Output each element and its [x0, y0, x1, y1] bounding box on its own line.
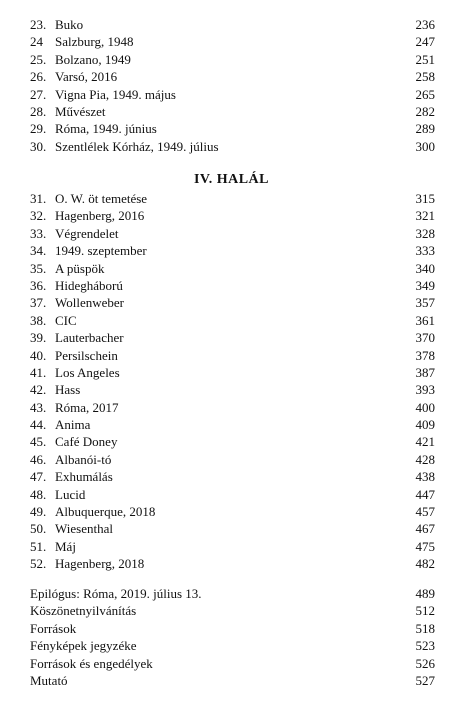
- chapter-number: 40.: [30, 347, 47, 363]
- back-matter-entry: [30, 672, 435, 689]
- chapter-title: Szentlélek Kórház, 1949. július: [55, 138, 219, 154]
- chapter-number: 37.: [30, 295, 47, 311]
- toc-entry: [30, 364, 435, 381]
- back-matter-title: Köszönetnyilvánítás: [30, 603, 137, 619]
- chapter-title: Róma, 1949. június: [55, 121, 157, 137]
- toc-entry: [30, 207, 435, 224]
- back-matter-entry: [30, 585, 435, 602]
- toc-entry: [30, 225, 435, 242]
- page-number: 340: [415, 260, 435, 276]
- page-number: 393: [415, 382, 435, 398]
- toc-entry: [30, 86, 435, 103]
- chapter-number: 34.: [30, 243, 47, 259]
- toc-entry: [30, 277, 435, 294]
- chapter-number: 23.: [30, 17, 47, 32]
- back-matter-title: Források és engedélyek: [30, 655, 153, 671]
- back-matter-title: Fényképek jegyzéke: [30, 638, 137, 654]
- chapter-number: 42.: [30, 382, 47, 398]
- chapter-number: 36.: [30, 277, 47, 293]
- page-number: 457: [415, 504, 435, 520]
- chapter-title: CIC: [55, 312, 77, 328]
- chapter-title: Hagenberg, 2018: [55, 556, 145, 572]
- page-number: 400: [415, 399, 435, 415]
- page-number: 315: [415, 191, 435, 206]
- chapter-title: Exhumálás: [55, 469, 113, 485]
- toc-entry: [30, 312, 435, 329]
- chapter-title: Lucid: [55, 486, 86, 502]
- toc-entry: [30, 103, 435, 120]
- back-matter-entry: [30, 620, 435, 637]
- toc-entry: [30, 242, 435, 259]
- chapter-title: Máj: [55, 538, 76, 554]
- chapter-number: 27.: [30, 86, 47, 102]
- chapter-number: 28.: [30, 103, 47, 119]
- page-number: 438: [415, 469, 435, 485]
- chapter-title: Wollenweber: [55, 295, 124, 311]
- toc-entry: [30, 294, 435, 311]
- chapter-title: Persilschein: [55, 347, 118, 363]
- page-number: 489: [415, 586, 435, 601]
- page-number: 518: [415, 620, 435, 636]
- chapter-number: 25.: [30, 51, 47, 67]
- toc-entry: [30, 381, 435, 398]
- page-number: 475: [415, 538, 435, 554]
- back-matter-entry: [30, 637, 435, 654]
- chapter-title: Anima: [55, 417, 91, 433]
- part-three-list: [30, 16, 435, 155]
- toc-entry: [30, 451, 435, 468]
- page-number: 387: [415, 364, 435, 380]
- page-number: 447: [415, 486, 435, 502]
- page-number: 378: [415, 347, 435, 363]
- chapter-number: 29.: [30, 121, 47, 137]
- page-number: 282: [415, 103, 435, 119]
- page-number: 357: [415, 295, 435, 311]
- page-number: 349: [415, 277, 435, 293]
- chapter-title: Hass: [55, 382, 81, 398]
- toc-entry: [30, 120, 435, 137]
- chapter-number: 47.: [30, 469, 47, 485]
- chapter-number: 44.: [30, 417, 47, 433]
- chapter-number: 38.: [30, 312, 47, 328]
- back-matter-title: Források: [30, 620, 77, 636]
- chapter-number: 50.: [30, 521, 47, 537]
- chapter-number: 30.: [30, 138, 47, 154]
- chapter-number: 32.: [30, 208, 47, 224]
- toc-entry: [30, 520, 435, 537]
- chapter-number: 35.: [30, 260, 47, 276]
- toc-entry: [30, 329, 435, 346]
- chapter-number: 31.: [30, 191, 47, 206]
- page-number: 409: [415, 417, 435, 433]
- toc-entry: [30, 260, 435, 277]
- page-number: 523: [415, 638, 435, 654]
- chapter-title: Café Doney: [55, 434, 118, 450]
- toc-entry: [30, 347, 435, 364]
- back-matter-entry: [30, 655, 435, 672]
- page-number: 300: [415, 138, 435, 154]
- chapter-title: Bolzano, 1949: [55, 51, 131, 67]
- chapter-title: Hidegháború: [55, 277, 123, 293]
- chapter-number: 33.: [30, 225, 47, 241]
- chapter-title: Albuquerque, 2018: [55, 504, 156, 520]
- page-number: 251: [415, 51, 435, 67]
- chapter-number: 48.: [30, 486, 47, 502]
- chapter-number: 43.: [30, 399, 47, 415]
- chapter-number: 24: [30, 34, 43, 50]
- page-number: 333: [415, 243, 435, 259]
- page-number: 467: [415, 521, 435, 537]
- page-number: 328: [415, 225, 435, 241]
- page-number: 265: [415, 86, 435, 102]
- chapter-title: 1949. szeptember: [55, 243, 147, 259]
- back-matter-list: [30, 585, 435, 689]
- chapter-title: Lauterbacher: [55, 330, 124, 346]
- chapter-number: 52.: [30, 556, 47, 572]
- chapter-title: Végrendelet: [55, 225, 119, 241]
- toc-entry: [30, 16, 435, 33]
- toc-entry: [30, 468, 435, 485]
- page-number: 527: [415, 672, 435, 688]
- chapter-number: 26.: [30, 69, 47, 85]
- toc-entry: [30, 503, 435, 520]
- chapter-number: 51.: [30, 538, 47, 554]
- page-number: 526: [415, 655, 435, 671]
- part-four-list: [30, 190, 435, 573]
- chapter-title: Salzburg, 1948: [55, 34, 134, 50]
- page-number: 247: [415, 34, 435, 50]
- chapter-title: Varsó, 2016: [55, 69, 118, 85]
- page-number: 321: [415, 208, 435, 224]
- chapter-title: Róma, 2017: [55, 399, 119, 415]
- back-matter-title: Mutató: [30, 672, 68, 688]
- toc-entry: [30, 68, 435, 85]
- chapter-title: Albanói-tó: [55, 451, 112, 467]
- chapter-title: Művészet: [55, 103, 106, 119]
- chapter-title: A püspök: [55, 260, 105, 276]
- section-heading: IV. HALÁL: [193, 172, 270, 187]
- toc-entry: [30, 51, 435, 68]
- page-number: 370: [415, 330, 435, 346]
- chapter-number: 45.: [30, 434, 47, 450]
- toc-entry: [30, 399, 435, 416]
- chapter-title: Wiesenthal: [55, 521, 113, 537]
- back-matter-title: Epilógus: Róma, 2019. július 13.: [30, 586, 202, 601]
- chapter-number: 46.: [30, 451, 47, 467]
- chapter-title: O. W. öt temetése: [55, 191, 148, 206]
- toc-entry: [30, 138, 435, 155]
- toc-entry: [30, 433, 435, 450]
- page-number: 482: [415, 556, 435, 572]
- page-number: 421: [415, 434, 435, 450]
- toc-entry: [30, 538, 435, 555]
- page-number: 361: [415, 312, 435, 328]
- chapter-title: Vigna Pia, 1949. május: [55, 86, 176, 102]
- chapter-number: 41.: [30, 364, 47, 380]
- back-matter-entry: [30, 602, 435, 619]
- toc-entry: [30, 190, 435, 207]
- toc-entry: [30, 416, 435, 433]
- page-number: 512: [415, 603, 435, 619]
- page-number: 236: [415, 17, 435, 32]
- toc-entry: [30, 555, 435, 572]
- chapter-title: Buko: [55, 17, 84, 32]
- page-number: 258: [415, 69, 435, 85]
- toc-entry: [30, 33, 435, 50]
- chapter-number: 49.: [30, 504, 47, 520]
- page-number: 428: [415, 451, 435, 467]
- chapter-title: Los Angeles: [55, 364, 120, 380]
- chapter-title: Hagenberg, 2016: [55, 208, 145, 224]
- page-number: 289: [415, 121, 435, 137]
- chapter-number: 39.: [30, 330, 47, 346]
- toc-entry: [30, 486, 435, 503]
